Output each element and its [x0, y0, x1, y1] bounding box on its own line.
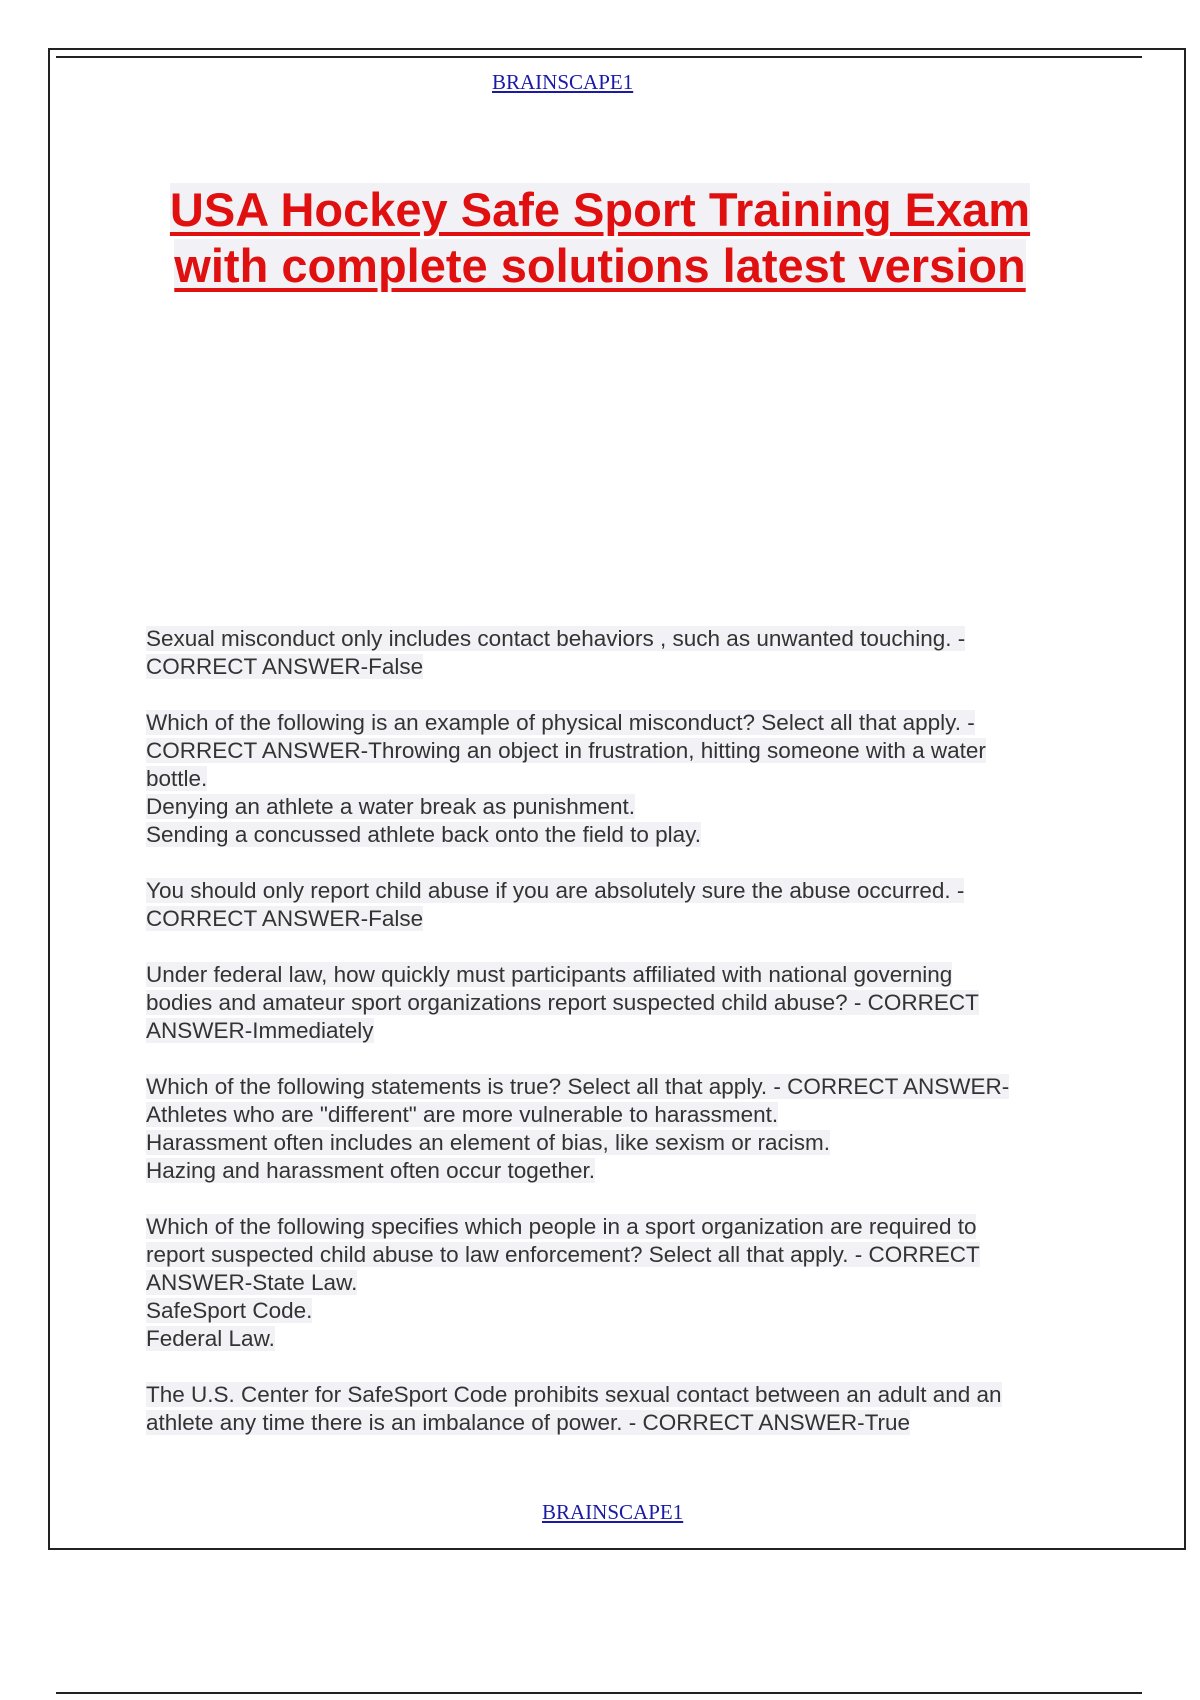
qa-line: Denying an athlete a water break as punishment. — [146, 794, 636, 819]
top-rule — [56, 56, 1142, 58]
qa-line: CORRECT ANSWER-False — [146, 906, 424, 931]
qa-line: Athletes who are "different" are more vulnerable to harassment. — [146, 1102, 779, 1127]
qa-line: bottle. — [146, 766, 208, 791]
header-brand-link[interactable]: BRAINSCAPE1 — [492, 70, 634, 94]
qa-line: The U.S. Center for SafeSport Code prohibits sexual contact between an adult and an — [146, 1382, 1002, 1407]
qa-line: You should only report child abuse if you are absolutely sure the abuse occurred. - — [146, 878, 965, 903]
qa-line: ANSWER-Immediately — [146, 1018, 374, 1043]
qa-line: Which of the following is an example of physical misconduct? Select all that apply. - — [146, 710, 975, 735]
qa-line: CORRECT ANSWER-False — [146, 654, 424, 679]
qa-line: Harassment often includes an element of bias, like sexism or racism. — [146, 1130, 831, 1155]
qa-item — [146, 625, 1076, 681]
document-title — [130, 182, 1070, 294]
title-line-2: with complete solutions latest version — [174, 239, 1026, 292]
qa-line: Which of the following specifies which people in a sport organization are required to — [146, 1214, 977, 1239]
question-list — [146, 625, 1076, 1465]
qa-line: Under federal law, how quickly must participants affiliated with national governing — [146, 962, 953, 987]
qa-item — [146, 877, 1076, 933]
qa-item — [146, 1213, 1076, 1353]
qa-line: Sexual misconduct only includes contact behaviors , such as unwanted touching. - — [146, 626, 966, 651]
qa-item — [146, 709, 1076, 849]
qa-item — [146, 961, 1076, 1045]
footer-brand-link[interactable]: BRAINSCAPE1 — [542, 1500, 684, 1524]
bottom-rule — [56, 1692, 1142, 1694]
qa-line: Federal Law. — [146, 1326, 275, 1351]
qa-line: Which of the following statements is true? Select all that apply. - CORRECT ANSWER- — [146, 1074, 1010, 1099]
title-line-1: USA Hockey Safe Sport Training Exam — [169, 183, 1031, 236]
qa-item — [146, 1073, 1076, 1185]
qa-line: report suspected child abuse to law enforcement? Select all that apply. - CORRECT — [146, 1242, 980, 1267]
qa-line: athlete any time there is an imbalance of power. - CORRECT ANSWER-True — [146, 1410, 911, 1435]
qa-item — [146, 1381, 1076, 1437]
qa-line: CORRECT ANSWER-Throwing an object in frustration, hitting someone with a water — [146, 738, 986, 763]
qa-line: Hazing and harassment often occur together. — [146, 1158, 596, 1183]
qa-line: Sending a concussed athlete back onto the field to play. — [146, 822, 701, 847]
qa-line: ANSWER-State Law. — [146, 1270, 358, 1295]
qa-line: bodies and amateur sport organizations report suspected child abuse? - CORRECT — [146, 990, 979, 1015]
qa-line: SafeSport Code. — [146, 1298, 313, 1323]
